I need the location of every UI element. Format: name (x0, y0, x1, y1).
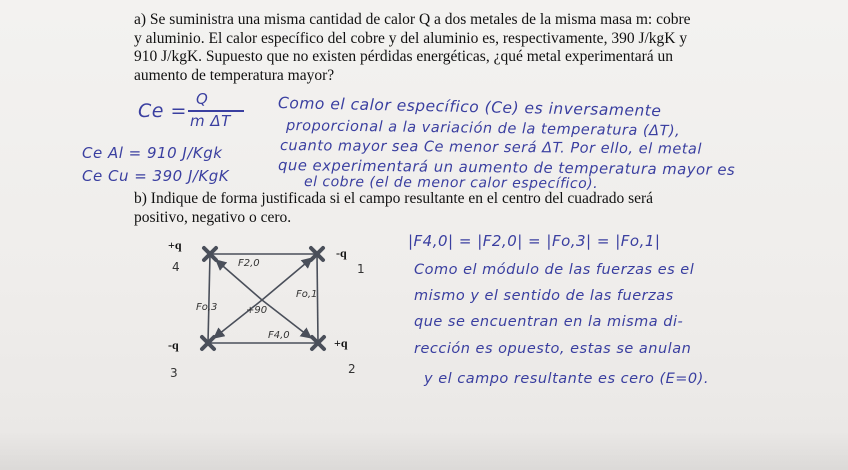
ce-aluminum: Ce Al = 910 J/Kgk (82, 144, 223, 162)
answer-b-line: Como el módulo de las fuerzas es el (414, 262, 695, 278)
charge-bottom-right-label: +q (334, 336, 348, 350)
vector-f40-label: F4,0 (268, 330, 290, 341)
charge-bottom-left-label: -q (168, 338, 179, 352)
answer-b-line: y el campo resultante es cero (E=0). (424, 371, 709, 387)
formula-numerator: Q (196, 90, 209, 108)
question-a-line: y aluminio. El calor específico del cobre y del aluminio es, respectivamente, 390 J/kgK y (134, 29, 688, 47)
charge-index-top-right: 1 (357, 262, 365, 276)
charge-index-top-left: 4 (172, 260, 180, 274)
charge-index-bottom-right: 2 (348, 362, 356, 376)
answer-a-line: Como el calor específico (Ce) es inversamente (277, 94, 662, 121)
answer-b-line: que se encuentran en la misma di- (414, 314, 684, 330)
answer-a-line: proporcional a la variación de la temperatura (ΔT), (285, 118, 681, 140)
vector-f20-label: F2,0 (238, 258, 260, 269)
formula-lhs: Ce = (138, 100, 187, 122)
answer-a-line: que experimentará un aumento de temperatura mayor es (277, 157, 736, 179)
charge-top-right-label: -q (336, 246, 347, 260)
ce-copper: Ce Cu = 390 J/KgK (82, 167, 230, 185)
answer-a-line: el cobre (el de menor calor específico). (303, 174, 599, 193)
center-label: +90 (246, 305, 268, 316)
answer-b-line: rección es opuesto, estas se anulan (414, 341, 692, 357)
question-a-line: aumento de temperatura mayor? (134, 66, 335, 84)
charge-top-left-label: +q (168, 238, 182, 252)
question-b-line: b) Indique de forma justificada si el campo resultante en el centro del cuadrado será (134, 190, 654, 207)
question-b-line: positivo, negativo o cero. (134, 208, 292, 226)
question-a-line: 910 J/kgK. Supuesto que no existen pérdidas energéticas, ¿qué metal experimentará un (134, 48, 674, 66)
formula-denominator: m ΔT (190, 112, 231, 130)
vector-f01-label: Fo,1 (296, 289, 318, 300)
charge-index-bottom-left: 3 (170, 366, 178, 380)
question-a-line: a) Se suministra una misma cantidad de calor Q a dos metales de la misma masa m: cobre (134, 11, 691, 28)
vector-f03-label: Fo,3 (196, 302, 218, 313)
force-equality: |F4,0| = |F2,0| = |Fo,3| = |Fo,1| (408, 232, 661, 250)
answer-a-line: cuanto mayor sea Ce menor será ΔT. Por ello, el metal (279, 138, 702, 158)
answer-b-line: mismo y el sentido de las fuerzas (414, 288, 674, 304)
